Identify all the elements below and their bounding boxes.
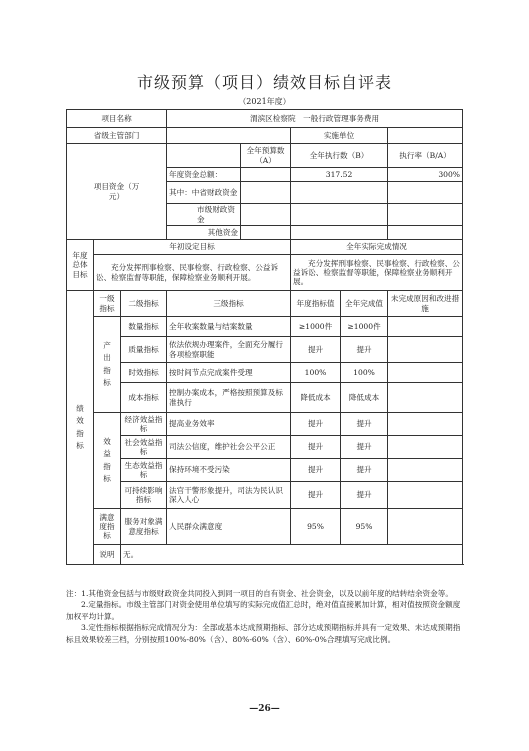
project-name-row <box>67 110 463 128</box>
page-title: 市级预算（项目）绩效目标自评表 <box>136 73 392 92</box>
self-evaluation-table <box>66 109 463 565</box>
remark-label: 说明 <box>94 545 121 565</box>
funds-row: 其他资金 <box>67 226 463 240</box>
impl-label: 实施单位 <box>291 128 388 144</box>
footnote: 2.定量指标。市级主管部门对资金使用单位填写的实际完成值汇总时，绝对值直接累加计算，相对值按照资金额度加权平均计算。 <box>66 600 461 621</box>
overall-header-row <box>67 240 463 255</box>
indicator-row: 效益指标 经济效益指标 提高业务效率 提升 提升 <box>67 413 463 436</box>
department-row <box>67 128 463 144</box>
indicator-row: 可持续影响指标 法官干警形象提升，司法为民认识深入人心 提升 提升 <box>67 482 463 509</box>
indicator-row: 满意度指标 服务对象满意度指标 人民群众满意度 95% 95% <box>67 509 463 545</box>
col-target: 年初设定目标 <box>94 240 291 255</box>
funds-label: 项目资金（万元） <box>67 144 167 240</box>
project-name-label: 项目名称 <box>67 110 167 128</box>
project-name-value: 渭滨区检察院 一般行政管理事务费用 <box>167 110 463 128</box>
overall-label: 年度总体目标 <box>67 240 94 291</box>
effect-label: 效益指标 <box>94 413 121 509</box>
overall-content-row <box>67 255 463 291</box>
footnote: 注：1.其他资金包括与市级财政资金共同投入到同一项目的自有资金、社会资金，以及以前年度的结转结余资金等。 <box>66 589 453 598</box>
footnote: 3.定性指标根据指标完成情况分为：全部或基本达成预期指标、部分达成预期指标并具有一定效果、未达成预期指标且效果较差三档，分别按照100%-80%（含）、80%-60%（含）、60%-0%合理填写完成比例。 <box>66 623 461 644</box>
indicator-row: 产出指标 数量指标 全年收案数量与结案数量 ≥1000件 ≥1000件 <box>67 317 463 337</box>
funds-header-row <box>67 144 463 168</box>
funds-row: 其中：中省财政资金 <box>67 182 463 204</box>
dept-label: 省级主管部门 <box>67 128 167 144</box>
overall-actual: 充分发挥刑事检察、民事检察、行政检察、公益诉讼、检察监督等职能，保障检察业务顺利开展。 <box>291 255 463 291</box>
footnotes <box>66 588 466 645</box>
remark-row <box>67 545 463 565</box>
output-label: 产出指标 <box>94 317 121 413</box>
perf-header-row: 绩效指标 一级指标 二级指标 三级指标 年度指标值 全年完成值 未完成原因和改进措施 <box>67 291 463 317</box>
col-exec: 全年执行数（B） <box>291 144 388 168</box>
remark-value: 无。 <box>121 545 463 565</box>
page-number: —26— <box>249 704 280 714</box>
funds-row: 市级财政资金 <box>67 204 463 226</box>
indicator-row: 社会效益指标 司法公信度，维护社会公平公正 提升 提升 <box>67 436 463 459</box>
indicator-row: 时效指标 按时间节点完成案件受理 100% 100% <box>67 363 463 383</box>
indicator-row: 生态效益指标 保持环境不受污染 提升 提升 <box>67 459 463 482</box>
indicator-row: 成本指标 控制办案成本，严格按照预算及标准执行 降低成本 降低成本 <box>67 383 463 413</box>
satisfaction-label: 满意度指标 <box>94 509 121 545</box>
overall-target: 充分发挥刑事检察、民事检察、行政检察、公益诉讼、检察监督等职能，保障检察业务顺利开展。 <box>94 255 291 291</box>
funds-row: 年度资金总额： 317.52 300% <box>67 168 463 182</box>
indicator-row: 质量指标 依法依规办理案件，全面充分履行各项检察职能 提升 提升 <box>67 337 463 363</box>
col-actual: 全年实际完成情况 <box>291 240 463 255</box>
report-year: （2021年度） <box>238 97 291 106</box>
col-budget: 全年预算数（A） <box>241 144 291 168</box>
dept-value <box>167 128 291 144</box>
perf-label: 绩效指标 <box>67 291 94 565</box>
col-rate: 执行率（B/A） <box>388 144 463 168</box>
impl-value <box>388 128 463 144</box>
